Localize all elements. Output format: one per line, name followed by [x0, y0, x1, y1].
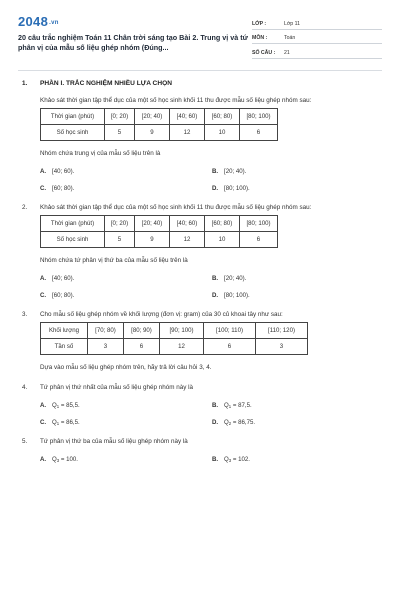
option-subscript: 1	[228, 404, 232, 409]
table-row	[41, 232, 278, 248]
table-cell: [0; 20)	[105, 109, 135, 125]
table-row	[41, 125, 278, 141]
table-cell: 3	[88, 339, 124, 355]
table-row	[41, 339, 308, 355]
option-b[interactable]	[212, 168, 384, 175]
table-cell: 12	[170, 125, 205, 141]
table-cell: [70; 80)	[88, 323, 124, 339]
option-a[interactable]	[40, 402, 212, 409]
answer-options	[40, 456, 382, 463]
question-list	[22, 80, 382, 475]
option-subscript: 2	[228, 421, 232, 426]
option-subscript: 3	[228, 458, 232, 463]
table-cell: Số học sinh	[41, 232, 105, 248]
option-text: [20; 40).	[224, 168, 247, 175]
option-text: [20; 40).	[224, 275, 247, 282]
option-text: [80; 100).	[224, 292, 250, 299]
question-text: Khảo sát thời gian tập thể dục của một số học sinh khối 11 thu được mẫu số liệu ghép nhóm sau:	[40, 97, 312, 104]
option-c[interactable]	[40, 419, 212, 426]
option-d[interactable]	[212, 292, 384, 299]
option-letter: B.	[212, 456, 219, 463]
question-number: 1.	[22, 80, 28, 87]
option-c[interactable]	[40, 292, 212, 299]
option-text	[224, 456, 250, 463]
option-text	[52, 402, 80, 409]
question-number: 5.	[22, 438, 28, 445]
option-letter: B.	[212, 275, 219, 282]
question-text: Tứ phân vị thứ nhất của mẫu số liệu ghép nhóm này là	[40, 384, 194, 391]
table-cell: [80; 100)	[240, 109, 278, 125]
option-letter: B.	[212, 168, 219, 175]
table-cell: [40; 60)	[170, 109, 205, 125]
table-cell: 9	[135, 232, 170, 248]
option-letter: A.	[40, 275, 47, 282]
question-4	[22, 384, 382, 426]
table-cell: [80; 100)	[240, 216, 278, 232]
question-text: Cho mẫu số liệu ghép nhóm về khối lượng (đơn vị: gram) của 30 củ khoai tây như sau:	[40, 311, 283, 318]
option-letter: D.	[212, 185, 219, 192]
question-number: 3.	[22, 311, 28, 318]
option-text: [40; 60).	[52, 275, 75, 282]
option-text: [60; 80).	[52, 292, 75, 299]
table-cell: [20; 40)	[135, 109, 170, 125]
question-5	[22, 438, 382, 463]
option-d[interactable]	[212, 185, 384, 192]
meta-key: SỐ CÂU :	[252, 49, 276, 56]
option-subscript: 3	[56, 458, 60, 463]
table-cell: [20; 40)	[135, 216, 170, 232]
question-text: Khảo sát thời gian tập thể dục của một số học sinh khối 11 thu được mẫu số liệu ghép nhóm sau:	[40, 204, 312, 211]
option-text: [80; 100).	[224, 185, 250, 192]
table-cell: 5	[105, 125, 135, 141]
option-b[interactable]	[212, 456, 384, 463]
meta-row-class	[252, 15, 382, 30]
document-title: 20 câu trắc nghiệm Toán 11 Chân trời sáng tạo Bài 2. Trung vị và tứ phân vị của mẫu số liệu ghép nhóm (Đúng...	[18, 33, 248, 52]
meta-value: Toán	[284, 35, 296, 41]
table-header-row	[41, 323, 308, 339]
meta-row-subject	[252, 30, 382, 45]
option-text	[52, 419, 80, 426]
option-letter: A.	[40, 456, 47, 463]
option-text	[224, 419, 255, 426]
table-cell: Khối lượng	[41, 323, 88, 339]
data-table	[40, 108, 278, 141]
option-letter: D.	[212, 292, 219, 299]
option-letter: D.	[212, 419, 219, 426]
question-1	[22, 97, 382, 192]
question-text: Tứ phân vị thứ ba của mẫu số liệu ghép nhóm này là	[40, 438, 188, 445]
question-number: 4.	[22, 384, 28, 391]
option-value: = 87,5.	[232, 402, 252, 409]
table-cell: [60; 80)	[205, 109, 240, 125]
question-3	[22, 311, 382, 372]
option-a[interactable]	[40, 456, 212, 463]
meta-value: 21	[284, 49, 290, 56]
table-cell: [80; 90)	[124, 323, 160, 339]
table-cell: Thời gian (phút)	[41, 216, 105, 232]
option-letter: A.	[40, 168, 47, 175]
table-cell: 6	[240, 125, 278, 141]
option-subscript: 1	[56, 421, 60, 426]
option-variable: Q	[224, 456, 229, 463]
meta-key: LỚP :	[252, 20, 267, 27]
option-a[interactable]	[40, 275, 212, 282]
site-logo[interactable]: 2048.vn	[18, 14, 59, 29]
option-value: = 86,5.	[60, 419, 80, 426]
answer-options	[40, 168, 382, 192]
table-cell: 10	[205, 232, 240, 248]
data-table	[40, 322, 308, 355]
option-text	[52, 456, 78, 463]
table-cell: [60; 80)	[205, 216, 240, 232]
option-variable: Q	[224, 402, 229, 409]
table-cell: [40; 60)	[170, 216, 205, 232]
table-cell: 12	[170, 232, 205, 248]
question-number: 2.	[22, 204, 28, 211]
table-cell: [100; 110)	[204, 323, 256, 339]
table-cell: 10	[205, 125, 240, 141]
question-prompt: Nhóm chứa tứ phân vị thứ ba của mẫu số liệu trên là	[40, 257, 188, 264]
table-cell: [110; 120)	[256, 323, 308, 339]
option-subscript: 1	[56, 404, 60, 409]
answer-options	[40, 275, 382, 299]
section-title: PHẦN I. TRẮC NGHIỆM NHIỀU LỰA CHỌN	[40, 80, 172, 87]
option-c[interactable]	[40, 185, 212, 192]
table-cell: Tần số	[41, 339, 88, 355]
page-header	[0, 0, 400, 62]
table-cell: 6	[204, 339, 256, 355]
table-cell: 12	[160, 339, 204, 355]
question-2	[22, 204, 382, 299]
data-table	[40, 215, 278, 248]
option-d[interactable]	[212, 419, 384, 426]
option-text	[224, 402, 252, 409]
header-divider	[18, 70, 382, 71]
table-header-row	[41, 109, 278, 125]
option-b[interactable]	[212, 402, 384, 409]
table-header-row	[41, 216, 278, 232]
question-prompt: Dựa vào mẫu số liệu ghép nhóm trên, hãy trả lời câu hỏi 3, 4.	[40, 364, 212, 371]
question-prompt: Nhóm chứa trung vị của mẫu số liệu trên là	[40, 150, 161, 157]
option-variable: Q	[52, 419, 57, 426]
option-text: [40; 60).	[52, 168, 75, 175]
option-text: [60; 80).	[52, 185, 75, 192]
option-letter: C.	[40, 419, 47, 426]
option-letter: C.	[40, 185, 47, 192]
option-value: = 86,75.	[232, 419, 256, 426]
table-cell: 5	[105, 232, 135, 248]
table-cell: 6	[240, 232, 278, 248]
option-b[interactable]	[212, 275, 384, 282]
option-variable: Q	[52, 402, 57, 409]
option-letter: A.	[40, 402, 47, 409]
table-cell: 6	[124, 339, 160, 355]
table-cell: 9	[135, 125, 170, 141]
table-cell: Thời gian (phút)	[41, 109, 105, 125]
option-value: = 100.	[60, 456, 78, 463]
option-letter: C.	[40, 292, 47, 299]
option-letter: B.	[212, 402, 219, 409]
answer-options	[40, 402, 382, 426]
option-variable: Q	[224, 419, 229, 426]
option-value: = 85,5.	[60, 402, 80, 409]
meta-row-question-count	[252, 44, 382, 59]
table-cell: 3	[256, 339, 308, 355]
meta-value: Lớp 11	[284, 20, 300, 27]
meta-key: MÔN :	[252, 35, 268, 41]
section-heading	[22, 80, 382, 87]
table-cell: [90; 100)	[160, 323, 204, 339]
document-meta	[252, 15, 382, 59]
table-cell: [0; 20)	[105, 216, 135, 232]
option-value: = 102.	[232, 456, 250, 463]
option-variable: Q	[52, 456, 57, 463]
option-a[interactable]	[40, 168, 212, 175]
table-cell: Số học sinh	[41, 125, 105, 141]
